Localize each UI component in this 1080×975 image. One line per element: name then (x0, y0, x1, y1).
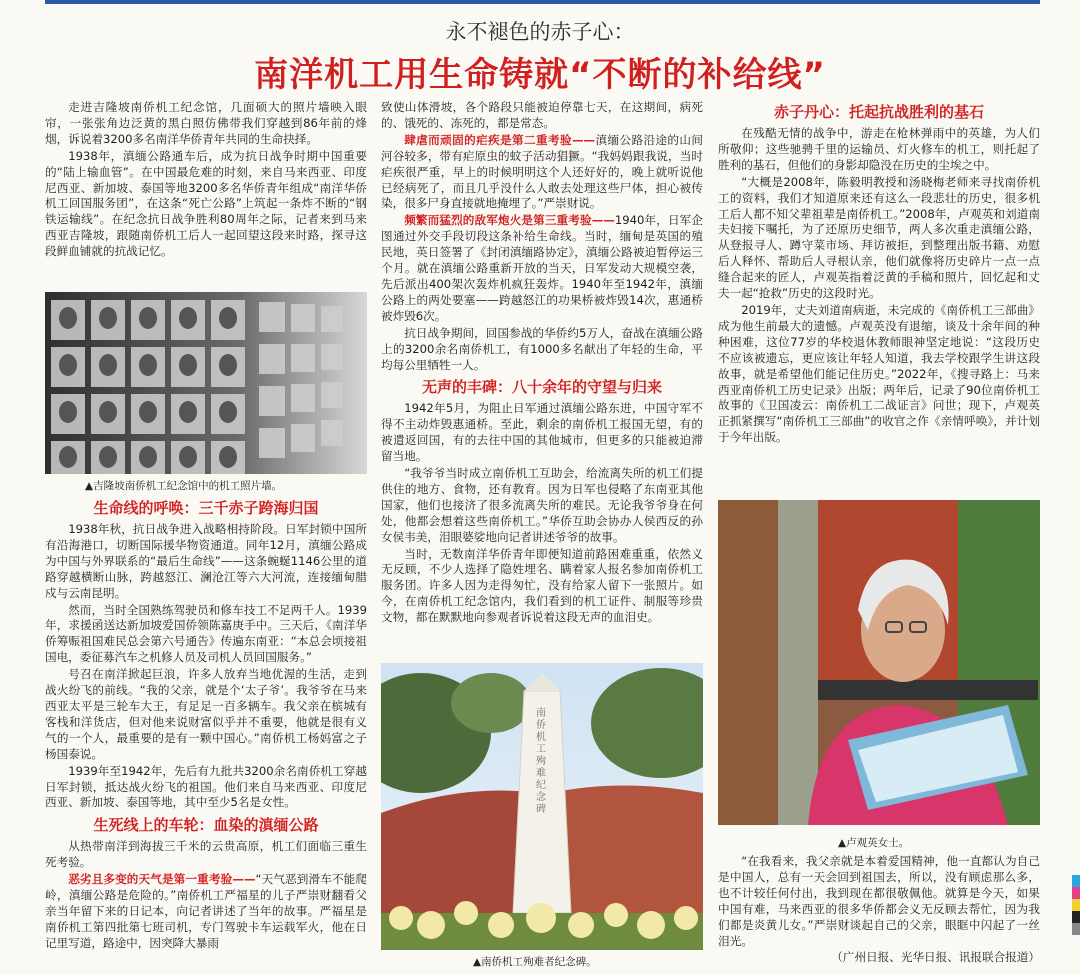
col3-quote (718, 854, 1040, 975)
col2-body (381, 100, 703, 660)
paragraph (45, 872, 367, 952)
portrait-caption: ▲卢观英女士。 (838, 837, 910, 849)
paragraph: 1938年，滇缅公路通车后，成为抗日战争时期中国重要的“陆上输血管”。在中国最危难的时刻，来自马来西亚、印度尼西亚、新加坡、泰国等地3200多名华侨青年组成“南洋华侨机工回国服务团”，在这条“死亡公路”上筑起一条炸不断的“钢铁运输线”。在纪念抗日战争胜利80周年之际，记者来到马来西亚吉隆坡，跟随南侨机工后人一起回望这段来时路，探寻这段鲜血铺就的抗战记忆。 (45, 148, 367, 259)
print-color-marks (1072, 875, 1080, 945)
paragraph: 抗日战争期间，回国参战的华侨约5万人，奋战在滇缅公路上的3200余名南侨机工，有1000多名献出了年轻的生命，平均每公里牺牲一人。 (381, 325, 703, 372)
paragraph: 2019年，丈夫刘道南病逝，未完成的《南侨机工三部曲》成为他生前最大的遗憾。卢观英没有退缩，谈及十余年间的种种困难，这位77岁的华校退休教师眼神坚定地说：“这段历史不应该被遗忘，更应该让年轻人知道，我去学校跟学生讲这段故事，就是希望他们能记住历史。”2022年，《搜寻路上：马来西亚南侨机工历史记录》出版；两年后，记录了90位南侨机工故事的《卫国凌云：南侨机工二战证言》问世；现下，卢观英正抓紧撰写“南侨机工三部曲”的收官之作《亲情呼唤》，并计划于今年出版。 (718, 302, 1040, 445)
paragraph (381, 213, 703, 324)
paragraph-text: “天气恶到滑车不能爬岭，滇缅公路是危险的。”南侨机工严福星的儿子严崇财翻看父亲当年留下来的日记本，向记者讲述了当年的故事。严福星是南侨机工第四批第七班司机，专门驾驶卡车运载军火，他在日记里写道，路途中，因突降大暴雨 (45, 872, 367, 950)
paragraph-text: 滇缅公路沿途的山间河谷较多，带有疟原虫的蚊子活动猖獗。“我妈妈跟我说，当时疟疾很严重，早上的时候明明这个人还好好的，晚上就听说他已经病死了，而且几乎没什么人敢去处理这些尸体，担心被传染，很多尸身直接就地掩埋了。”严崇财说。 (381, 132, 703, 211)
col3-body (718, 98, 1040, 496)
lead-in: 频繁而猛烈的敌军炮火是第三重考验—— (404, 213, 615, 228)
photo-wall-image (45, 292, 367, 474)
lead-in: 恶劣且多变的天气是第一重考验—— (68, 872, 256, 887)
paragraph (381, 133, 703, 213)
paragraph: 然而，当时全国熟练驾驶员和修车技工不足两千人。1939年，求援函送达新加坡爱国侨领陈嘉庚手中。三天后，《南洋华侨筹赈祖国难民总会第六号通告》传遍东南亚：“本总会顷接祖国电，委征募汽车之机修人员及司机人员回国服务。” (45, 602, 367, 665)
pretitle: 永不褪色的赤子心： (445, 20, 635, 44)
lead-in: 肆虐而顽固的疟疾是第二重考验—— (404, 132, 596, 147)
paragraph: 1938年秋，抗日战争进入战略相持阶段。日军封锁中国所有沿海港口，切断国际援华物资通道。同年12月，滇缅公路成为中国与外界联系的“最后生命线”——这条蜿蜒1146公里的道路穿越横断山脉，跨越怒江、澜沧江等六大河流，连接缅甸腊戍与云南昆明。 (45, 522, 367, 600)
paragraph: 1939年至1942年，先后有九批共3200余名南侨机工穿越日军封锁，抵达战火纷飞的祖国。他们来自马来西亚、印度尼西亚、新加坡、泰国等地，其中至少5名是女性。 (45, 763, 367, 810)
section-heading: 生命线的呼唤：三千赤子跨海归国 (93, 499, 319, 517)
paragraph: “我爷爷当时成立南侨机工互助会，给流离失所的机工们提供住的地方、食物，还有教育。因为日军也侵略了东南亚其他国家，他们也接济了很多流离失所的难民。无论我爷爷身在何处，他都会想着这些南侨机工。”华侨互助会协办人侯西反的孙女侯韦美，泪眼婆娑地向记者讲述爷爷的故事。 (381, 466, 703, 544)
photo-wall-graphic (45, 292, 367, 474)
paragraph: 1942年5月，为阻止日军通过滇缅公路东进，中国守军不得不主动炸毁惠通桥。至此，剩余的南侨机工报国无望，有的被遣返回国，有的去往中国的其他城市，但更多的只能被迫滞留当地。 (381, 401, 703, 464)
page-title: 南洋机工用生命铸就“不断的补给线” (254, 55, 826, 95)
paragraph: “在我看来，我父亲就是本着爱国精神，他一直都认为自己是中国人，总有一天会回到祖国去，所以，没有顾虑那么多，也不计较任何付出，我到现在都很敬佩他。就算是今天，如果中国有难，马来西亚的很多华侨都会义无反顾去帮忙，因为我们都是炎黄儿女。”严崇财谈起自己的父亲，眼眶中闪起了一丝泪光。 (718, 854, 1040, 948)
portrait-image (718, 500, 1040, 825)
portrait-graphic (718, 500, 1040, 825)
paragraph: “大概是2008年，陈毅明教授和汤晓梅老师来寻找南侨机工的资料，我们才知道原来还有这么一段悲壮的历史，很多机工后人都不知父辈祖辈是南侨机工。”2008年，卢观英和刘道南夫妇接下嘱托，为了还原历史细节，两人多次重走滇缅公路，从登报寻人、蹲守菜市场、拜访被拒，到整理出版书籍、劝慰后人释怀、帮助后人寻根认亲，他们就像将历史碎片一点一点缝合起来的匠人，卢观英指着泛黄的手稿和照片，回忆起和丈夫一起“抢救”历史的这段时光。 (718, 174, 1040, 301)
monument-caption: ▲南侨机工殉难者纪念碑。 (473, 956, 597, 968)
section-heading: 赤子丹心：托起抗战胜利的基石 (773, 103, 984, 121)
paragraph: 号召在南洋掀起巨浪，许多人放弃当地优渥的生活，走到战火纷飞的前线。“我的父亲，就是个‘太子爷’。我爷爷在马来西亚太平是三轮车大王，有足足一百多辆车。我父亲在槟城有客栈和洋货店，但对他来说财富似乎并不重要，他就是很有义气的一个人，最重要的是有一颗中国心。”南侨机工杨妈富之子杨国泰说。 (45, 667, 367, 761)
col1-body (45, 494, 367, 975)
col1-intro (45, 100, 367, 290)
photo-wall-caption: ▲吉隆坡南侨机工纪念馆中的机工照片墙。 (85, 480, 283, 492)
monument-inscription: 南侨机工殉难纪念碑 (536, 708, 546, 815)
section-heading: 无声的丰碑：八十余年的守望与归来 (421, 378, 662, 397)
paragraph: 致使山体滑坡，各个路段只能被迫停靠七天，在这期间，病死的、饿死的、冻死的，都是常态。 (381, 100, 703, 130)
paragraph: 在残酷无情的战争中，游走在枪林弹雨中的英雄，为人们所敬仰；这些驰骋千里的运输员、灯火修车的机工，则托起了胜利的基石，但他们的身影却隐没在历史的尘埃之中。 (718, 126, 1040, 172)
paragraph-text: 1940年，日军企图通过外交手段切段这条补给生命线。当时，缅甸是英国的殖民地，英日签署了《封闭滇缅路协定》，滇缅公路被迫暂停运三个月。就在滇缅公路重新开放的当天，日军发动大规模空袭，先后派出400架次轰炸机疯狂轰炸。1940年至1942年，滇缅公路上的两处要塞——跨越怒江的功果桥被炸毁14次，惠通桥被炸毁6次。 (381, 213, 703, 323)
paragraph: 从热带南洋到海拔三千米的云贵高原，机工们面临三重生死考验。 (45, 839, 367, 870)
source-credit: （广州日报、光华日报、讯报联合报道） (831, 950, 1040, 965)
monument-image (381, 663, 703, 950)
paragraph: 当时，无数南洋华侨青年即便知道前路困难重重，依然义无反顾，不少人选择了隐姓埋名、瞒着家人报名参加南侨机工服务团。许多人因为走得匆忙，没有给家人留下一张照片。如今，在南侨机工纪念馆内，我们看到的机工证件、制服等珍贵文物，都在默默地向参观者诉说着这段无声的血泪史。 (381, 546, 703, 625)
section-heading: 生死线上的车轮：血染的滇缅公路 (93, 816, 319, 835)
paragraph: 走进吉隆坡南侨机工纪念馆，几面硕大的照片墙映入眼帘，一张张角边泛黄的黑白照仿佛带我们穿越到86年前的烽烟，诉说着3200多名南洋华侨青年共同的生命抉择。 (45, 100, 367, 146)
top-rule (45, 0, 1040, 4)
